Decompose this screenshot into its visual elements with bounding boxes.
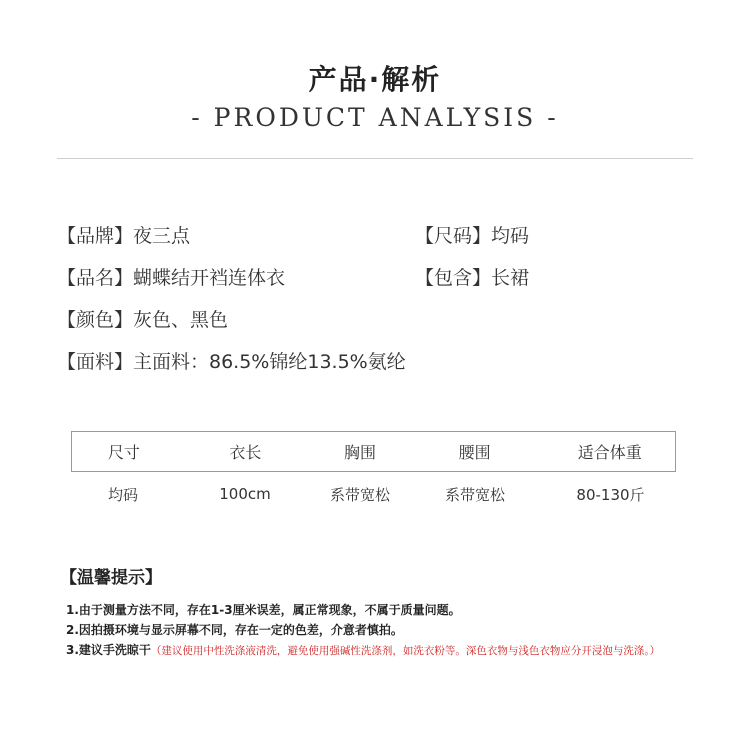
table-row (71, 472, 676, 516)
header-cell-waist: 腰围 (458, 443, 491, 462)
fabric-info: 【面料】主面料：86.5%锦纶13.5%氨纶 (57, 351, 406, 373)
header-cell-size: 尺寸 (107, 443, 140, 462)
tip-item: 1.由于测量方法不同，存在1-3厘米误差，属正常现象，不属于质量问题。 (66, 603, 461, 617)
includes-info: 【包含】长裙 (415, 267, 530, 289)
tip-item: 2.因拍摄环境与显示屏幕不同，存在一定的色差，介意者慎拍。 (66, 623, 403, 637)
header-cell-bust: 胸围 (344, 443, 377, 462)
product-name-info: 【品名】蝴蝶结开裆连体衣 (57, 267, 286, 289)
tip-care-note: （建议使用中性洗涤液清洗，避免使用强碱性洗涤剂，如洗衣粉等。深色衣物与浅色衣物应分开浸泡与洗涤。） (150, 645, 661, 657)
header-divider (57, 158, 693, 159)
brand-info: 【品牌】夜三点 (57, 225, 191, 247)
tip-care-label: 3.建议手洗晾干 (66, 643, 151, 657)
header-cell-weight: 适合体重 (577, 443, 642, 462)
page-title: 产品·解析 (308, 63, 442, 96)
size-table-header (71, 431, 676, 472)
page-subtitle: - PRODUCT ANALYSIS - (191, 103, 559, 132)
color-info: 【颜色】灰色、黑色 (57, 309, 229, 331)
table-cell-length: 100cm (219, 485, 271, 503)
tip-item-care (66, 641, 660, 658)
table-cell-size: 均码 (107, 485, 138, 504)
table-cell-bust: 系带宽松 (329, 485, 390, 504)
table-cell-weight: 80-130斤 (576, 485, 645, 504)
header-cell-length: 衣长 (229, 443, 262, 462)
tips-title: 【温馨提示】 (60, 568, 162, 588)
size-table (71, 431, 676, 516)
size-info: 【尺码】均码 (415, 225, 530, 247)
table-cell-waist: 系带宽松 (444, 485, 505, 504)
